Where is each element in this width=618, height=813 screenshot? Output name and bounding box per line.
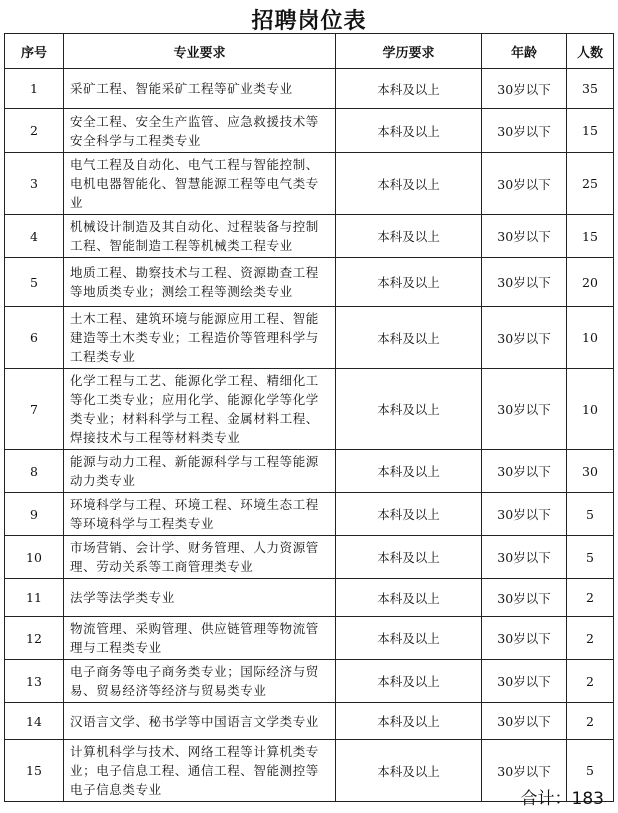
cell-count: 35 — [567, 69, 614, 109]
cell-count: 2 — [567, 579, 614, 617]
table-row — [5, 617, 614, 660]
cell-age: 30岁以下 — [482, 579, 567, 617]
cell-major: 能源与动力工程、新能源科学与工程等能源动力类专业 — [64, 450, 336, 493]
cell-age: 30岁以下 — [482, 493, 567, 536]
cell-age: 30岁以下 — [482, 369, 567, 450]
cell-index: 11 — [5, 579, 64, 617]
cell-count: 2 — [567, 617, 614, 660]
cell-education: 本科及以上 — [336, 258, 482, 307]
cell-education: 本科及以上 — [336, 369, 482, 450]
table-row — [5, 69, 614, 109]
cell-index: 15 — [5, 740, 64, 802]
cell-age: 30岁以下 — [482, 153, 567, 215]
cell-major: 物流管理、采购管理、供应链管理等物流管理与工程类专业 — [64, 617, 336, 660]
cell-education: 本科及以上 — [336, 660, 482, 703]
cell-age: 30岁以下 — [482, 536, 567, 579]
cell-major: 地质工程、勘察技术与工程、资源勘查工程等地质类专业；测绘工程等测绘类专业 — [64, 258, 336, 307]
cell-count: 10 — [567, 369, 614, 450]
cell-index: 5 — [5, 258, 64, 307]
table-row — [5, 450, 614, 493]
cell-count: 5 — [567, 740, 614, 802]
cell-index: 4 — [5, 215, 64, 258]
cell-education: 本科及以上 — [336, 617, 482, 660]
cell-age: 30岁以下 — [482, 740, 567, 802]
cell-index: 10 — [5, 536, 64, 579]
cell-major: 环境科学与工程、环境工程、环境生态工程等环境科学与工程类专业 — [64, 493, 336, 536]
cell-age: 30岁以下 — [482, 307, 567, 369]
cell-education: 本科及以上 — [336, 493, 482, 536]
cell-age: 30岁以下 — [482, 215, 567, 258]
table-row — [5, 258, 614, 307]
table-header-row — [5, 34, 614, 69]
cell-major: 计算机科学与技术、网络工程等计算机类专业；电子信息工程、通信工程、智能测控等电子信息类专业 — [64, 740, 336, 802]
header-major: 专业要求 — [64, 34, 336, 69]
cell-age: 30岁以下 — [482, 660, 567, 703]
cell-index: 7 — [5, 369, 64, 450]
cell-age: 30岁以下 — [482, 703, 567, 740]
cell-index: 8 — [5, 450, 64, 493]
cell-education: 本科及以上 — [336, 215, 482, 258]
cell-count: 5 — [567, 536, 614, 579]
header-age: 年龄 — [482, 34, 567, 69]
table-row — [5, 579, 614, 617]
cell-index: 9 — [5, 493, 64, 536]
cell-index: 2 — [5, 109, 64, 153]
cell-major: 安全工程、安全生产监管、应急救援技术等安全科学与工程类专业 — [64, 109, 336, 153]
table-row — [5, 536, 614, 579]
cell-count: 25 — [567, 153, 614, 215]
cell-count: 20 — [567, 258, 614, 307]
cell-count: 10 — [567, 307, 614, 369]
cell-index: 14 — [5, 703, 64, 740]
total-count: 合计：183 — [520, 789, 604, 809]
cell-count: 15 — [567, 109, 614, 153]
header-count: 人数 — [567, 34, 614, 69]
cell-major: 采矿工程、智能采矿工程等矿业类专业 — [64, 69, 336, 109]
cell-index: 3 — [5, 153, 64, 215]
cell-education: 本科及以上 — [336, 536, 482, 579]
cell-education: 本科及以上 — [336, 109, 482, 153]
cell-count: 5 — [567, 493, 614, 536]
cell-education: 本科及以上 — [336, 579, 482, 617]
page-title: 招聘岗位表 — [251, 9, 367, 34]
table-row — [5, 369, 614, 450]
cell-count: 2 — [567, 660, 614, 703]
cell-education: 本科及以上 — [336, 740, 482, 802]
recruitment-table — [4, 33, 614, 802]
header-education: 学历要求 — [336, 34, 482, 69]
table-row — [5, 109, 614, 153]
cell-age: 30岁以下 — [482, 258, 567, 307]
cell-major: 机械设计制造及其自动化、过程装备与控制工程、智能制造工程等机械类工程专业 — [64, 215, 336, 258]
cell-education: 本科及以上 — [336, 450, 482, 493]
table-row — [5, 153, 614, 215]
cell-age: 30岁以下 — [482, 109, 567, 153]
header-index: 序号 — [5, 34, 64, 69]
cell-education: 本科及以上 — [336, 307, 482, 369]
cell-count: 2 — [567, 703, 614, 740]
cell-major: 市场营销、会计学、财务管理、人力资源管理、劳动关系等工商管理类专业 — [64, 536, 336, 579]
table-row — [5, 215, 614, 258]
cell-age: 30岁以下 — [482, 450, 567, 493]
cell-age: 30岁以下 — [482, 69, 567, 109]
cell-major: 土木工程、建筑环境与能源应用工程、智能建造等土木类专业；工程造价等管理科学与工程类专业 — [64, 307, 336, 369]
cell-major: 汉语言文学、秘书学等中国语言文学类专业 — [64, 703, 336, 740]
cell-major: 电气工程及自动化、电气工程与智能控制、电机电器智能化、智慧能源工程等电气类专业 — [64, 153, 336, 215]
table-row — [5, 307, 614, 369]
cell-education: 本科及以上 — [336, 153, 482, 215]
table-row — [5, 703, 614, 740]
cell-index: 6 — [5, 307, 64, 369]
cell-index: 1 — [5, 69, 64, 109]
cell-major: 法学等法学类专业 — [64, 579, 336, 617]
cell-education: 本科及以上 — [336, 69, 482, 109]
cell-education: 本科及以上 — [336, 703, 482, 740]
cell-index: 13 — [5, 660, 64, 703]
cell-major: 电子商务等电子商务类专业；国际经济与贸易、贸易经济等经济与贸易类专业 — [64, 660, 336, 703]
table-row — [5, 493, 614, 536]
cell-major: 化学工程与工艺、能源化学工程、精细化工等化工类专业；应用化学、能源化学等化学类专业；材料科学与工程、金属材料工程、焊接技术与工程等材料类专业 — [64, 369, 336, 450]
cell-count: 15 — [567, 215, 614, 258]
cell-index: 12 — [5, 617, 64, 660]
table-row — [5, 660, 614, 703]
cell-count: 30 — [567, 450, 614, 493]
cell-age: 30岁以下 — [482, 617, 567, 660]
